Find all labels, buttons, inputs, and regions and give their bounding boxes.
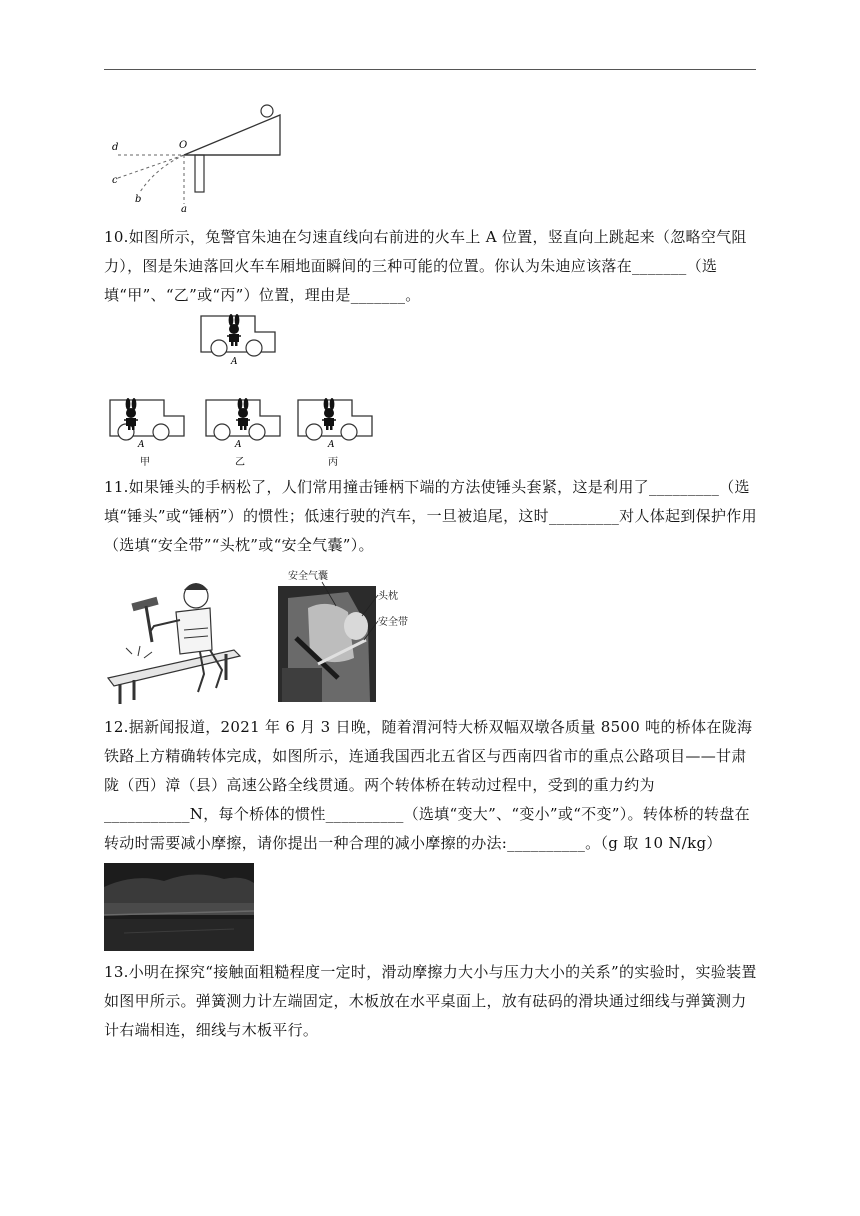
train-car-yi [206, 398, 280, 468]
hammer-bench-illustration [104, 570, 244, 705]
question-13: 13.小明在探究“接触面粗糙程度一定时，滑动摩擦力大小与压力大小的关系”的实验时，实验装置如图甲所示。弹簧测力计左端固定，木板放在水平桌面上，放有砝码的滑块通过细线与弹簧测力计右端相连，细线与木板平行。 [104, 963, 757, 1039]
question-12: 12.据新闻报道，2021 年 6 月 3 日晚，随着渭河特大桥双幅双墩各质量 8500 吨的桥体在陇海铁路上方精确转体完成，如图所示，连通我国西北五省区与西南四省市的重点公路项目——甘肃陇（西）漳（县）高速公路全线贯通。两个转体桥在转动过程中，受到的重力约为___________N，每个桥体的惯性__________（选填“变大”、“变小”或“不变”）。转体桥的转盘在转动时需要减小摩擦，请你提出一种合理的减小摩擦的办法:__________。（g 取 10 N/kg） [104, 718, 753, 852]
train-car-jia [110, 398, 184, 468]
header-rule [104, 69, 756, 70]
point-label-yi: A [235, 440, 242, 450]
question-11: 11.如果锤头的手柄松了，人们常用撞击锤柄下端的方法使锤头套紧，这是利用了_________（选填“锤头”或“锤柄”）的惯性；低速行驶的汽车，一旦被追尾，这时_________对人体起到保护作用（选填“安全带”“头枕”或“安全气囊”）。 [104, 478, 757, 554]
car-interior-image [278, 568, 408, 702]
incline-ray-diagram [104, 98, 294, 213]
point-label-jia: A [138, 440, 145, 450]
label-jia: 甲 [140, 457, 150, 468]
car-safety-photo [278, 568, 408, 702]
top-point-label: A [231, 357, 238, 367]
question-10: 10.如图所示，兔警官朱迪在匀速直线向右前进的火车上 A 位置，竖直向上跳起来（忽略空气阻力），图是朱迪落回火车车厢地面瞬间的三种可能的位置。你认为朱迪应该落在_______（选填“甲”、“乙”或“丙”）位置，理由是_______。 [104, 228, 747, 304]
label-b: b [135, 194, 142, 205]
label-o: O [179, 140, 188, 151]
point-label-bing: A [328, 440, 335, 450]
label-yi: 乙 [235, 457, 245, 468]
label-airbag: 安全气囊 [288, 571, 328, 582]
label-a: a [181, 204, 187, 215]
bridge-photo [104, 863, 254, 951]
label-d: d [112, 142, 119, 153]
label-bing: 丙 [328, 457, 338, 468]
label-seatbelt: 安全带 [378, 617, 408, 628]
label-c: c [112, 175, 118, 186]
train-car-bing [298, 398, 372, 468]
top-train-car [201, 314, 275, 367]
train-rabbit-figure [104, 312, 394, 472]
label-headrest: 头枕 [378, 591, 398, 602]
